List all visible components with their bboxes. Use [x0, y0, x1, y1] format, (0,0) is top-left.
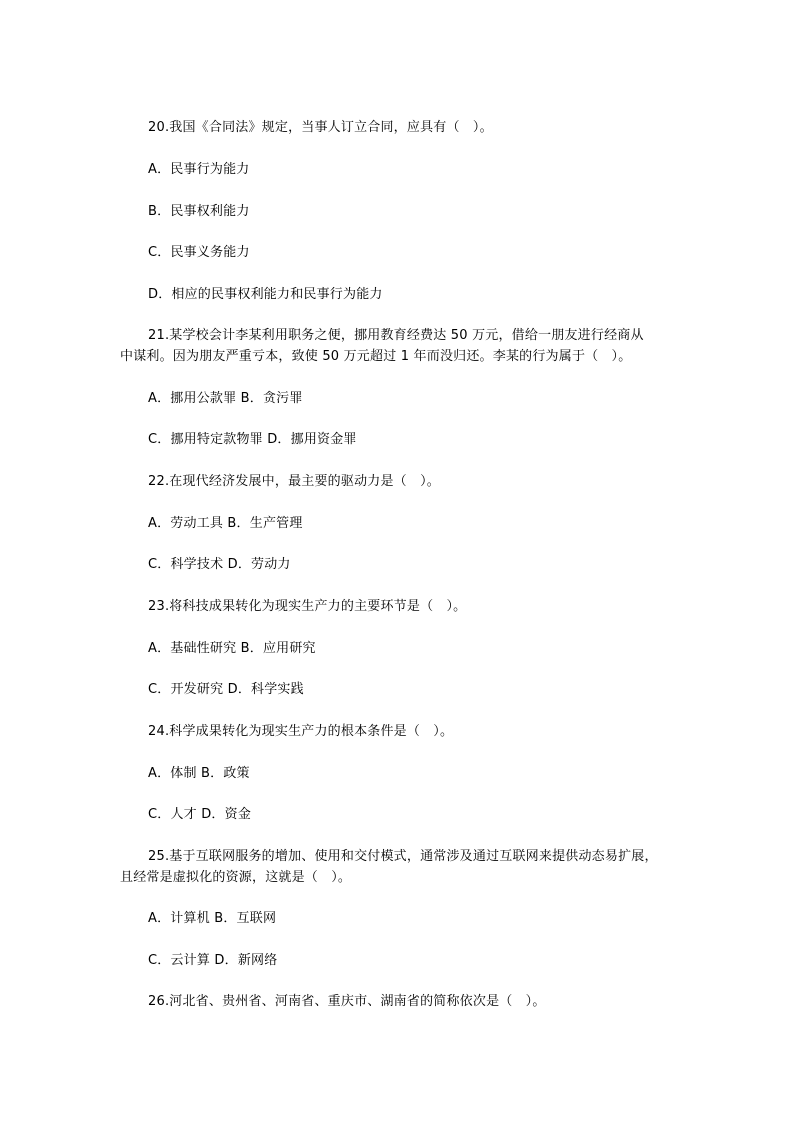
- question-21-options-cd: C．挪用特定款物罪 D．挪用资金罪: [148, 432, 357, 447]
- question-24-stem: 24.科学成果转化为现实生产力的根本条件是（ ）。: [148, 724, 454, 739]
- question-25-stem-line-2: 且经常是虚拟化的资源，这就是（ ）。: [120, 870, 352, 885]
- question-20-option-b: B．民事权利能力: [148, 204, 250, 219]
- question-23-options-ab: A．基础性研究 B．应用研究: [148, 641, 316, 656]
- question-22-options-ab: A．劳动工具 B．生产管理: [148, 516, 303, 531]
- question-22-stem: 22.在现代经济发展中，最主要的驱动力是（ ）。: [148, 474, 440, 489]
- question-21-options-ab: A．挪用公款罪 B．贪污罪: [148, 391, 303, 406]
- question-25-stem-line-1: 25.基于互联网服务的增加、使用和交付模式，通常涉及通过互联网来提供动态易扩展，: [148, 849, 658, 864]
- question-22-options-cd: C．科学技术 D．劳动力: [148, 557, 291, 572]
- question-26-stem: 26.河北省、贵州省、河南省、重庆市、湖南省的简称依次是（ ）。: [148, 994, 546, 1009]
- question-23-stem: 23.将科技成果转化为现实生产力的主要环节是（ ）。: [148, 599, 467, 614]
- question-20-stem: 20.我国《合同法》规定，当事人订立合同，应具有（ ）。: [148, 120, 493, 135]
- question-24-options-ab: A．体制 B．政策: [148, 766, 250, 781]
- question-21-stem-line-1: 21.某学校会计李某利用职务之便，挪用教育经费达 50 万元，借给一朋友进行经商从: [148, 328, 644, 343]
- question-20-option-c: C．民事义务能力: [148, 245, 250, 260]
- question-25-options-ab: A．计算机 B．互联网: [148, 911, 277, 926]
- question-21-stem-line-2: 中谋利。因为朋友严重亏本，致使 50 万元超过 1 年而没归还。李某的行为属于（ ）。: [120, 349, 632, 364]
- question-25-options-cd: C．云计算 D．新网络: [148, 953, 278, 968]
- question-20-option-a: A．民事行为能力: [148, 162, 250, 177]
- question-20-option-d: D．相应的民事权利能力和民事行为能力: [148, 287, 383, 302]
- question-23-options-cd: C．开发研究 D．科学实践: [148, 682, 304, 697]
- question-24-options-cd: C．人才 D．资金: [148, 807, 252, 822]
